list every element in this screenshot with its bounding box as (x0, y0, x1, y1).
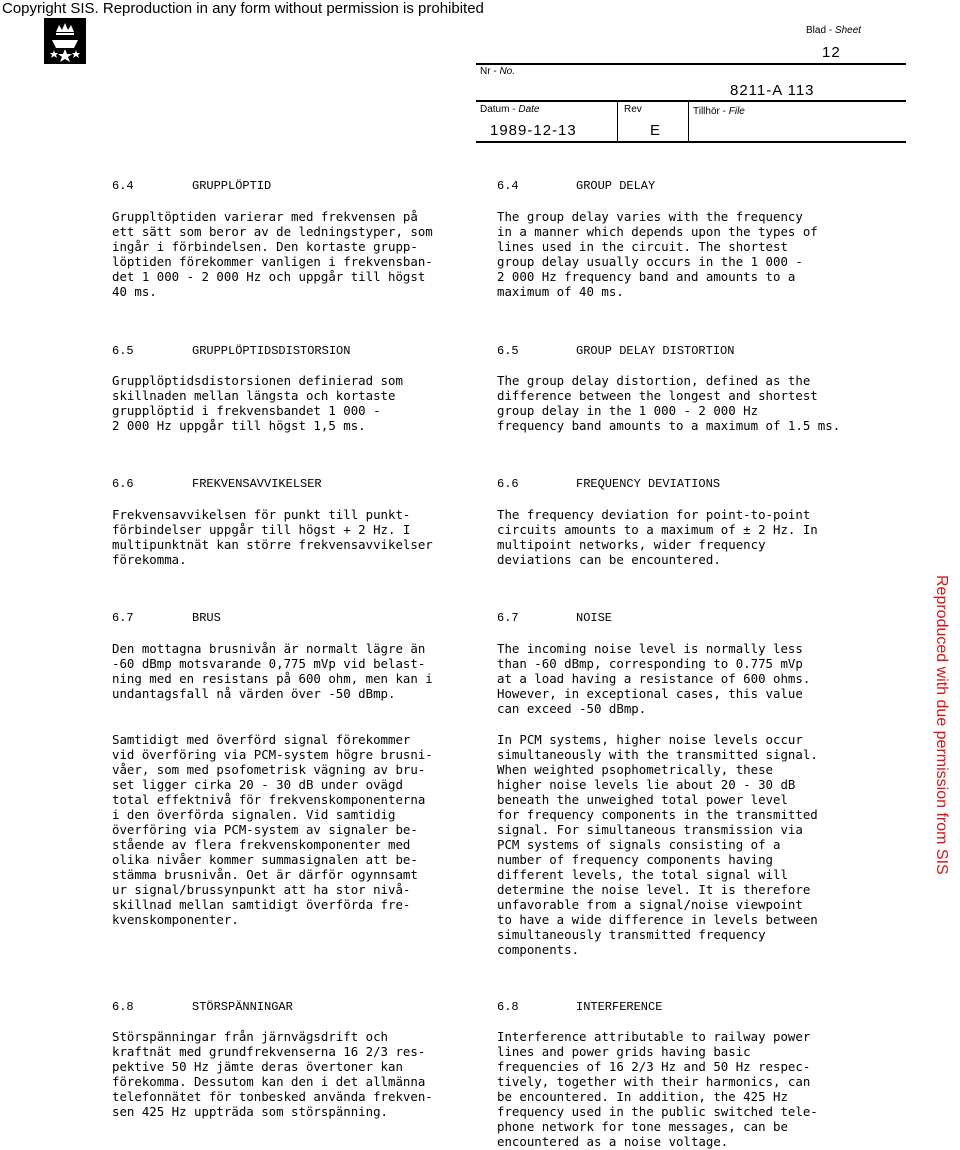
section-6-7-heading-en: 6.7 NOISE (497, 611, 613, 625)
header-divider-2 (688, 101, 689, 141)
file-label: Tillhör - File (693, 106, 745, 117)
section-6-4-heading-sv: 6.4 GRUPPLÖPTID (112, 179, 272, 193)
section-6-8-heading-en: 6.8 INTERFERENCE (497, 1000, 663, 1014)
section-6-8-text-en: Interference attributable to railway power lines and power grids having basic frequencies of 16 2/3 Hz and 50 Hz respec- tively, together with their harmonics, can be encountered. In addition, the 425 Hz frequency used in the public switched tele- phone network for tone messages, can be encountered as a noise voltage. (497, 1029, 818, 1149)
revision-value: E (650, 122, 662, 139)
section-6-8-heading-sv: 6.8 STÖRSPÄNNINGAR (112, 1000, 293, 1014)
header-rule-middle (476, 100, 906, 102)
sheet-label: Blad - Sheet (806, 25, 862, 36)
document-number: 8211-A 113 (730, 82, 815, 99)
revision-label: Rev (624, 104, 642, 115)
section-6-6-text-sv: Frekvensavvikelsen för punkt till punkt- förbindelser uppgår till högst + 2 Hz. I multipunktnät kan större frekvensavvikelser förekomma. (112, 507, 433, 567)
section-6-7-text-sv-2: Samtidigt med överförd signal förekommer vid överföring via PCM-system högre brusni- våer, som med psofometrisk vägning av bru- set ligger cirka 20 - 30 dB under ovägd total effektnivå för frekvenskomponenterna i den överförda signalen. Vid samtidig överföring via PCM-system av signaler be- stående av flera frekvenskomponenter med olika nivåer kommer summasignalen att be- stämma brusnivån. Oet är därför ogynnsamt ur signal/brussynpunkt att ha stor nivå- skillnad mellan samtidigt överförda fre- kvenskomponenter. (112, 732, 433, 927)
reproduction-permission-note: Reproduced with due permission from SIS (933, 575, 950, 875)
section-6-5-text-en: The group delay distortion, defined as the difference between the longest and shortest group delay in the 1 000 - 2 000 Hz frequency band amounts to a maximum of 1.5 ms. (497, 373, 841, 433)
section-6-5-heading-sv: 6.5 GRUPPLÖPTIDSDISTORSION (112, 344, 351, 358)
section-6-4-heading-en: 6.4 GROUP DELAY (497, 179, 656, 193)
sheet-value: 12 (822, 44, 841, 61)
copyright-notice: Copyright SIS. Reproduction in any form without permission is prohibited (2, 0, 484, 17)
crown-emblem-logo (44, 18, 86, 64)
section-6-8-text-sv: Störspänningar från järnvägsdrift och kraftnät med grundfrekvenserna 16 2/3 res- pektive 50 Hz jämte deras övertoner kan förekomma. Dessutom kan den i det allmänna telefonnätet för tonbesked använda frekven- sen 425 Hz uppträda som störspänning. (112, 1029, 433, 1119)
section-6-6-heading-en: 6.6 FREQUENCY DEVIATIONS (497, 477, 721, 491)
section-6-7-text-en-2: In PCM systems, higher noise levels occur simultaneously with the transmitted signal. When weighted psophometrically, these higher noise levels lie about 20 - 30 dB beneath the unweighed total power level for frequency components in the transmitted signal. For simultaneous transmission via PCM systems of signals consisting of a number of frequency components having different levels, the total signal will determine the noise level. It is therefore unfavorable from a signal/noise viewpoint to have a wide difference in levels between simultaneously transmitted frequency components. (497, 732, 818, 957)
section-6-4-text-sv: Gruppltöptiden varierar med frekvensen på ett sätt som beror av de ledningstyper, som ingår i förbindelsen. Den kortaste grupp- löptiden förekommer vanligen i frekvensban- det 1 000 - 2 000 Hz och uppgår till högst 40 ms. (112, 209, 433, 299)
header-rule-bottom (476, 141, 906, 143)
number-label: Nr - No. (480, 66, 516, 77)
section-6-7-text-sv-1: Den mottagna brusnivån är normalt lägre än -60 dBmp motsvarande 0,775 mVp vid belast- ning med en resistans på 600 ohm, men kan i undantagsfall nå värden över -50 dBmp. (112, 641, 433, 701)
date-label: Datum - Date (480, 104, 540, 115)
header-rule-top (476, 63, 906, 65)
document-date: 1989-12-13 (490, 122, 577, 139)
section-6-7-heading-sv: 6.7 BRUS (112, 611, 221, 625)
section-6-4-text-en: The group delay varies with the frequency in a manner which depends upon the types of lines used in the circuit. The shortest group delay usually occurs in the 1 000 - 2 000 Hz frequency band and amounts to a maximum of 40 ms. (497, 209, 818, 299)
section-6-5-text-sv: Grupplöptidsdistorsionen definierad som skillnaden mellan längsta och kortaste grupplöptid i frekvensbandet 1 000 - 2 000 Hz uppgår till högst 1,5 ms. (112, 373, 403, 433)
section-6-7-text-en-1: The incoming noise level is normally less than -60 dBmp, corresponding to 0.775 mVp at a load having a resistance of 600 ohms. However, in exceptional cases, this value can exceed -50 dBmp. (497, 641, 811, 716)
section-6-6-heading-sv: 6.6 FREKVENSAVVIKELSER (112, 477, 322, 491)
section-6-6-text-en: The frequency deviation for point-to-point circuits amounts to a maximum of ± 2 Hz. In multipoint networks, wider frequency deviations can be encountered. (497, 507, 818, 567)
section-6-5-heading-en: 6.5 GROUP DELAY DISTORTION (497, 344, 735, 358)
header-divider-1 (617, 101, 618, 141)
